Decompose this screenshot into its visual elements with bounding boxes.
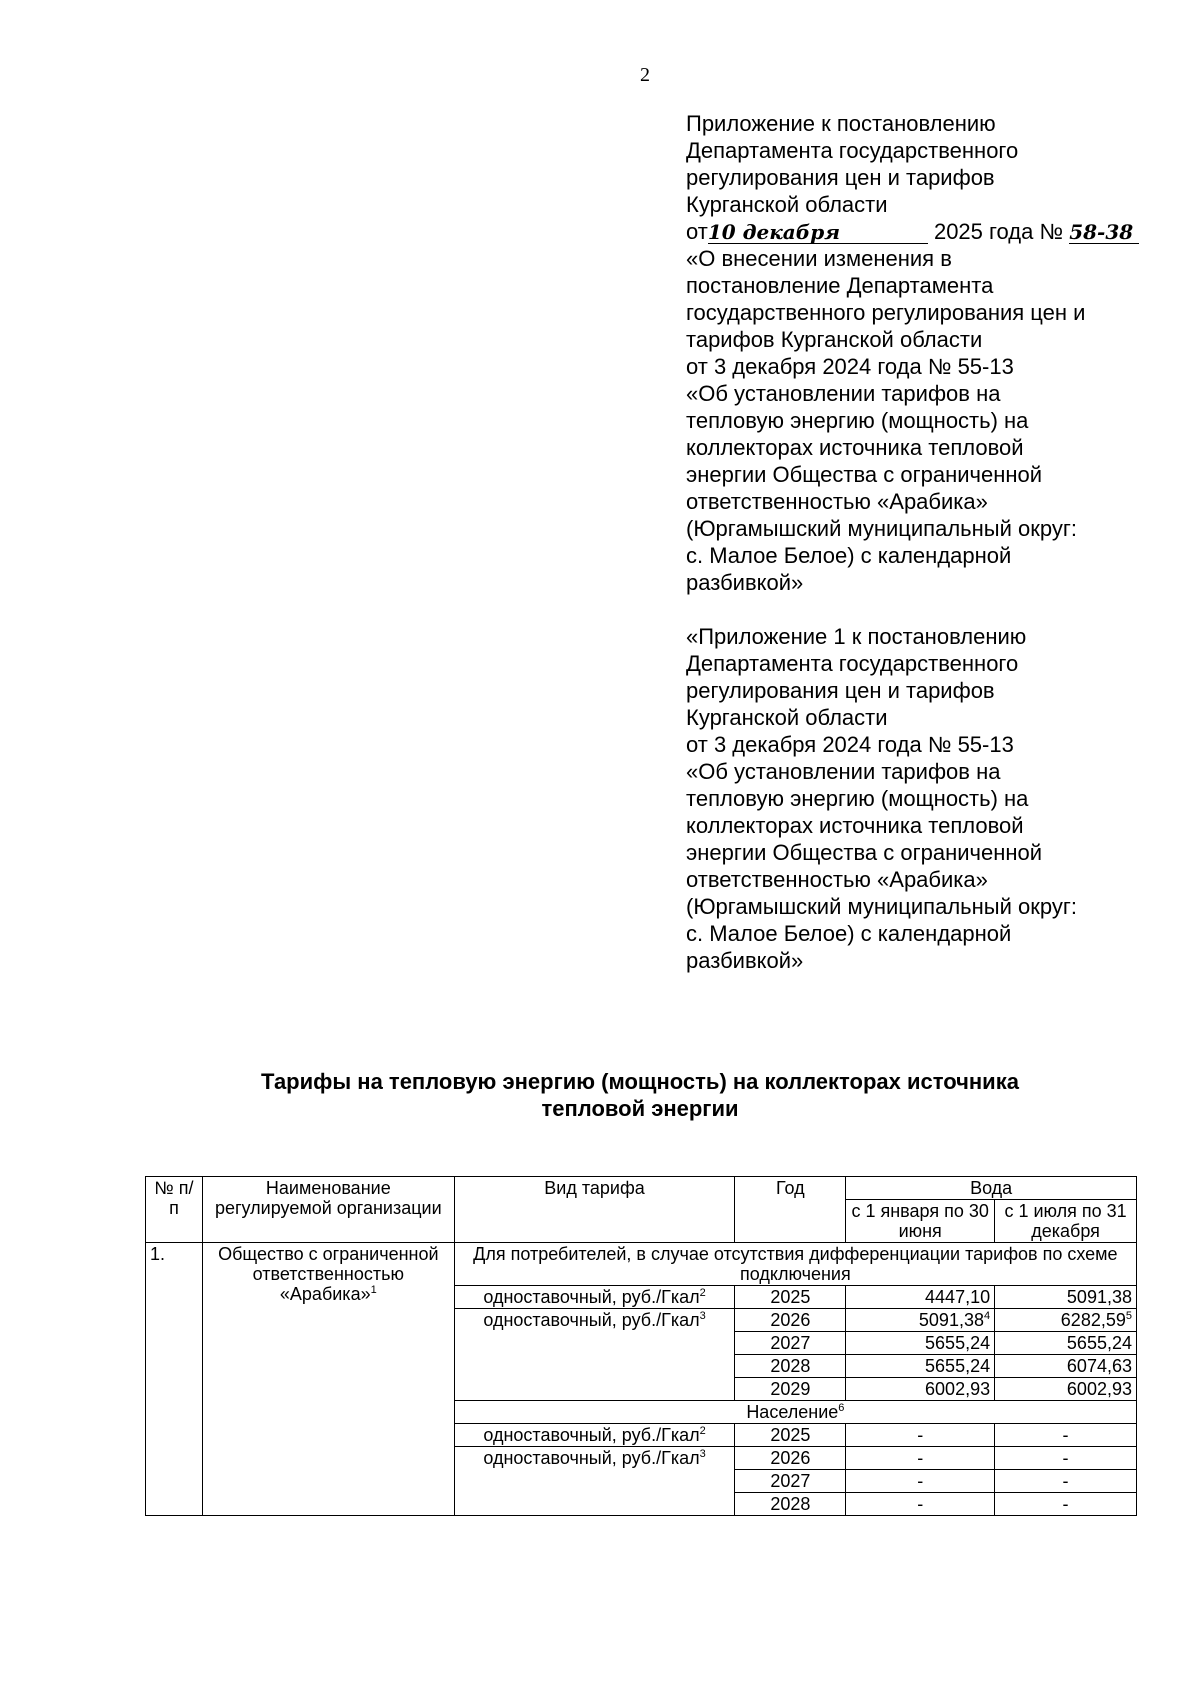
appendix-line: разбивкой» xyxy=(686,570,804,595)
appendix-line: тарифов Курганской области xyxy=(686,327,983,352)
appendix1-line: энергии Общества с ограниченной xyxy=(686,840,1043,865)
header-year: Год xyxy=(735,1177,846,1243)
year-cell: 2025 xyxy=(735,1286,846,1309)
footnote-mark: 3 xyxy=(699,1448,706,1460)
value-h2: - xyxy=(995,1424,1137,1447)
value-h1: - xyxy=(846,1424,995,1447)
tariff-type: одноставочный, руб./Гкал$^2$ xyxy=(454,1424,735,1447)
appendix1-line: разбивкой» xyxy=(686,948,804,973)
appendix1-line: тепловую энергию (мощность) на xyxy=(686,786,1029,811)
appendix1-line: Курганской области xyxy=(686,705,888,730)
value-h2: 5091,38 xyxy=(995,1286,1137,1309)
value-h1: 6002,93 xyxy=(846,1378,995,1401)
appendix-line: регулирования цен и тарифов xyxy=(686,165,995,190)
appendix-line: Департамента государственного xyxy=(686,138,1019,163)
appendix1-line: «Об установлении тарифов на xyxy=(686,759,1001,784)
appendix1-line: регулирования цен и тарифов xyxy=(686,678,995,703)
appendix-line: постановление Департамента xyxy=(686,273,994,298)
appendix-line: (Юргамышский муниципальный округ: xyxy=(686,516,1077,541)
table-row xyxy=(146,1243,1137,1286)
appendix1-line: (Юргамышский муниципальный округ: xyxy=(686,894,1077,919)
year-cell: 2027 xyxy=(735,1332,846,1355)
org-name-cell xyxy=(202,1243,454,1516)
title-line: тепловой энергии xyxy=(541,1096,739,1121)
value-h2: - xyxy=(995,1493,1137,1516)
org-name: Общество с ограниченной ответственностью «Арабика» xyxy=(218,1244,439,1304)
tariff-type: одноставочный, руб./Гкал$^2$ xyxy=(454,1286,735,1309)
row-number: 1. xyxy=(146,1243,203,1516)
footnote-mark: 2 xyxy=(699,1287,706,1299)
value-h1: - xyxy=(846,1447,995,1470)
appendix-block xyxy=(686,110,1166,974)
handwritten-number: 58-38 xyxy=(1069,221,1139,244)
year-cell: 2026 xyxy=(735,1447,846,1470)
header-h1: с 1 января по 30 июня xyxy=(846,1200,995,1243)
title-line: Тарифы на тепловую энергию (мощность) на коллекторах источника xyxy=(261,1069,1019,1094)
header-num: № п/п xyxy=(146,1177,203,1243)
year-cell: 2028 xyxy=(735,1493,846,1516)
appendix1-line: ответственностью «Арабика» xyxy=(686,867,988,892)
appendix-line: от 3 декабря 2024 года № 55-13 xyxy=(686,354,1014,379)
appendix1-line: с. Малое Белое) с календарной xyxy=(686,921,1012,946)
value-h2: - xyxy=(995,1447,1137,1470)
footnote-mark: 3 xyxy=(699,1310,706,1322)
appendix-line: государственного регулирования цен и xyxy=(686,300,1086,325)
footnote-mark: 4 xyxy=(983,1310,991,1322)
footnote-mark: 6 xyxy=(838,1402,845,1414)
handwritten-date: 10 декабря xyxy=(708,221,928,244)
section-consumers: Для потребителей, в случае отсутствия дифференциации тарифов по схеме подключения xyxy=(454,1243,1136,1286)
appendix-line: Приложение к постановлению xyxy=(686,111,996,136)
appendix-date-line xyxy=(686,218,1166,245)
value-h2: - xyxy=(995,1470,1137,1493)
appendix-line: Курганской области xyxy=(686,192,888,217)
section-population: Население$^6$ xyxy=(454,1401,1136,1424)
appendix1-line: коллекторах источника тепловой xyxy=(686,813,1024,838)
year-cell: 2029 xyxy=(735,1378,846,1401)
value-h1: 5655,24 xyxy=(846,1355,995,1378)
header-org: Наименование регулируемой организации xyxy=(202,1177,454,1243)
page-number: 2 xyxy=(640,64,650,86)
table-header-row xyxy=(146,1177,1137,1200)
year-cell: 2026 xyxy=(735,1309,846,1332)
value-h1: 5091,38$^4$ xyxy=(846,1309,995,1332)
appendix-line: коллекторах источника тепловой xyxy=(686,435,1024,460)
year-cell: 2028 xyxy=(735,1355,846,1378)
value-h2: 5655,24 xyxy=(995,1332,1137,1355)
header-water: Вода xyxy=(846,1177,1137,1200)
header-tariff: Вид тарифа xyxy=(454,1177,735,1243)
header-h2: с 1 июля по 31 декабря xyxy=(995,1200,1137,1243)
value-h1: 5655,24 xyxy=(846,1332,995,1355)
appendix-line: тепловую энергию (мощность) на xyxy=(686,408,1029,433)
appendix-line: «О внесении изменения в xyxy=(686,246,952,271)
appendix1-line: Департамента государственного xyxy=(686,651,1019,676)
appendix-line: с. Малое Белое) с календарной xyxy=(686,543,1012,568)
tariff-type: одноставочный, руб./Гкал$^3$ xyxy=(454,1309,735,1401)
document-title xyxy=(140,1068,1140,1122)
appendix1-line: «Приложение 1 к постановлению xyxy=(686,624,1027,649)
date-prefix: от xyxy=(686,219,708,244)
appendix1-line: от 3 декабря 2024 года № 55-13 xyxy=(686,732,1014,757)
year-cell: 2025 xyxy=(735,1424,846,1447)
appendix-line: «Об установлении тарифов на xyxy=(686,381,1001,406)
year-cell: 2027 xyxy=(735,1470,846,1493)
value-h2: 6002,93 xyxy=(995,1378,1137,1401)
value-h2: 6074,63 xyxy=(995,1355,1137,1378)
tariff-table xyxy=(145,1176,1137,1516)
appendix-line: энергии Общества с ограниченной xyxy=(686,462,1043,487)
value-h1: - xyxy=(846,1493,995,1516)
value-h1: 4447,10 xyxy=(846,1286,995,1309)
tariff-type: одноставочный, руб./Гкал$^3$ xyxy=(454,1447,735,1516)
value-h2: 6282,59$^5$ xyxy=(995,1309,1137,1332)
year-text: 2025 года № xyxy=(933,219,1064,244)
value-h1: - xyxy=(846,1470,995,1493)
appendix-line: ответственностью «Арабика» xyxy=(686,489,988,514)
footnote-mark: 2 xyxy=(699,1425,706,1437)
footnote-mark: 5 xyxy=(1125,1310,1132,1322)
footnote-mark: 1 xyxy=(370,1284,377,1296)
